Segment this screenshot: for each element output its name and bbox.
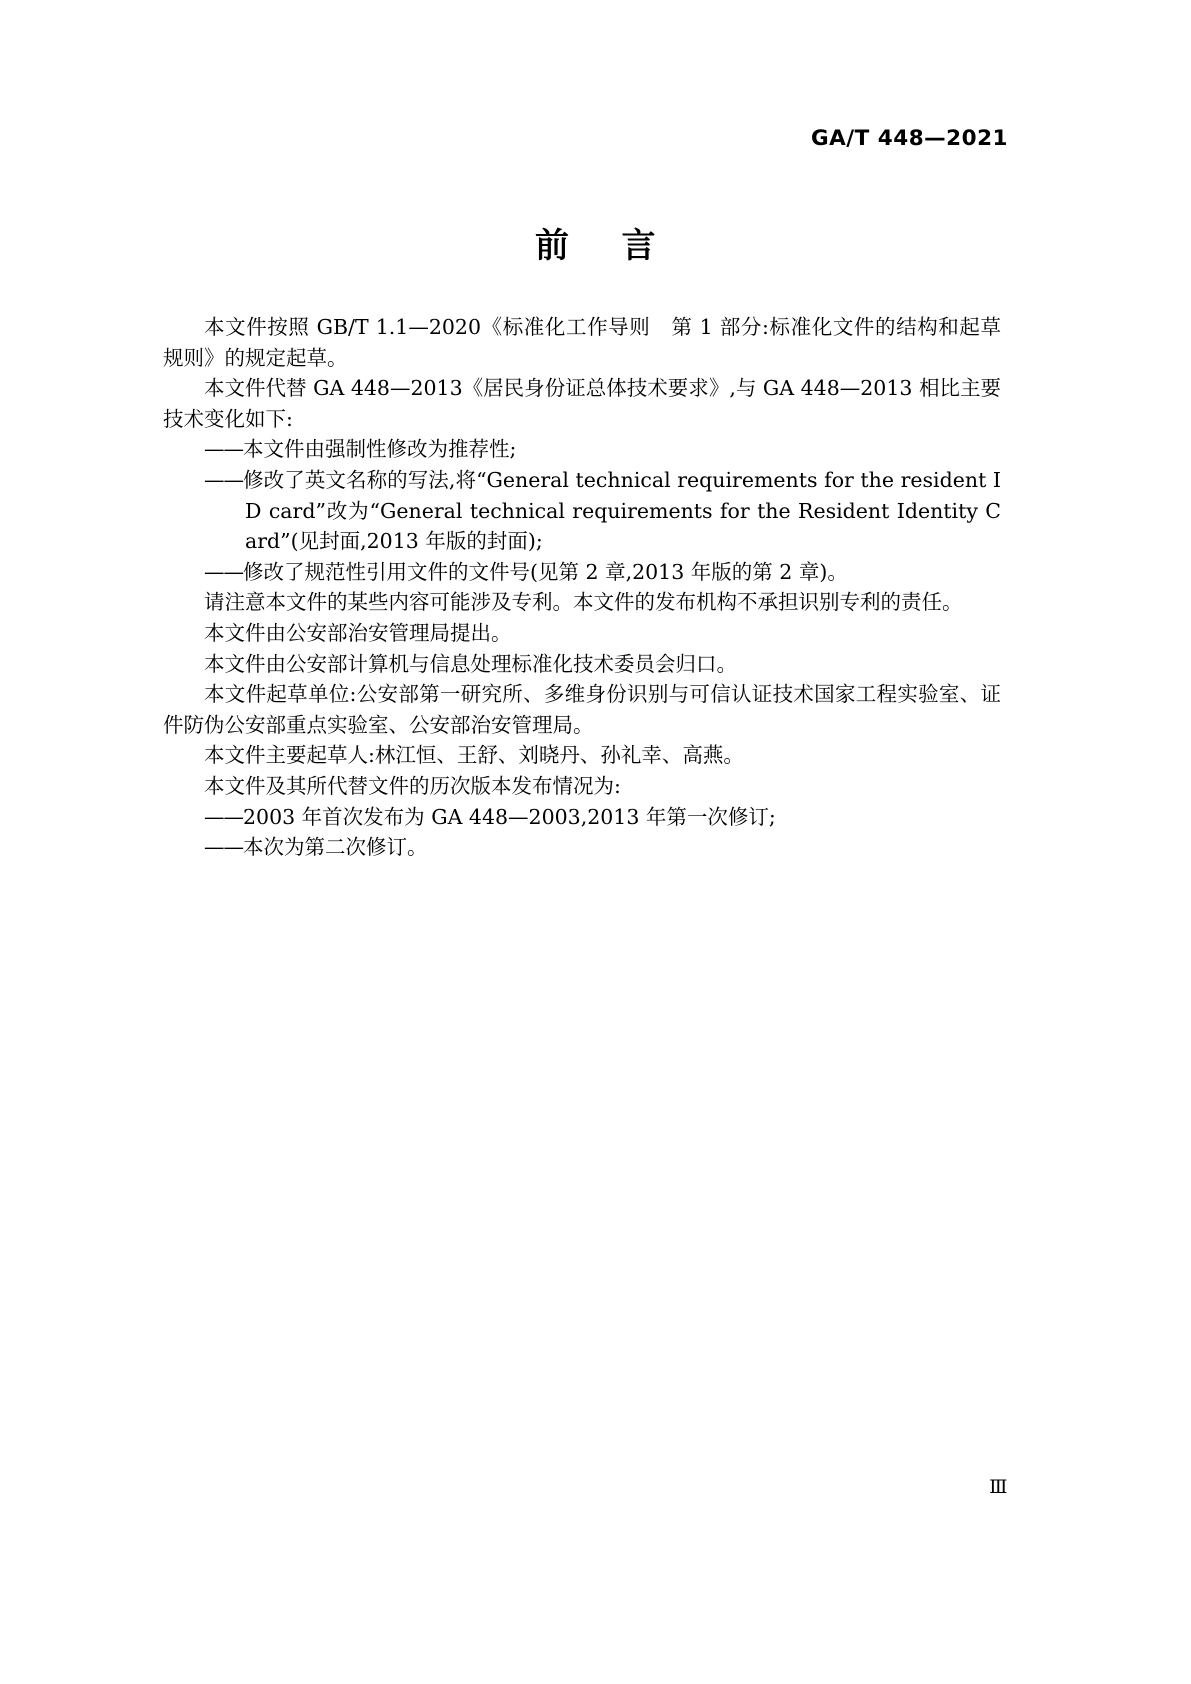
list-item-text: 修改了规范性引用文件的文件号(见第 2 章,2013 年版的第 2 章)。 [243,559,848,584]
foreword-list-item [163,434,1001,465]
list-dash-marker: —— [204,804,243,829]
list-dash-marker: —— [204,437,243,462]
foreword-paragraph: 请注意本文件的某些内容可能涉及专利。本文件的发布机构不承担识别专利的责任。 [204,590,963,615]
page-title-char-1: 前 [535,226,570,266]
list-item-text: 本次为第二次修订。 [243,835,428,860]
foreword-list-item [163,802,1001,833]
list-item-text: 2003 年首次发布为 GA 448—2003,2013 年第一次修订; [243,804,776,829]
list-dash-marker: —— [204,835,243,860]
list-item-text: 本文件由强制性修改为推荐性; [243,437,517,462]
foreword-paragraph: 本文件及其所代替文件的历次版本发布情况为: [204,773,621,798]
foreword-list-item [163,465,1001,557]
foreword-list-item [163,557,1001,588]
foreword-paragraph: 本文件由公安部计算机与信息处理标准化技术委员会归口。 [204,651,737,676]
foreword-paragraph: 本文件代替 GA 448—2013《居民身份证总体技术要求》,与 GA 448—2013 相比主要技术变化如下: [163,376,1001,431]
foreword-list-item [163,832,1001,863]
page-title-char-2: 言 [621,226,656,266]
list-dash-marker: —— [204,559,243,584]
list-dash-marker: —— [204,467,243,492]
page-number: Ⅲ [989,1476,1008,1498]
foreword-paragraph: 本文件由公安部治安管理局提出。 [204,620,512,645]
foreword-body [163,312,1001,863]
foreword-paragraph: 本文件起草单位:公安部第一研究所、多维身份识别与可信认证技术国家工程实验室、证件防伪公安部重点实验室、公安部治安管理局。 [163,682,1001,737]
foreword-paragraph: 本文件主要起草人:林江恒、王舒、刘晓丹、孙礼幸、高燕。 [204,743,744,768]
running-header-standard-number: GA/T 448—2021 [810,126,1008,151]
page-title [0,218,1191,267]
list-item-text: 修改了英文名称的写法,将“General technical requirements for the resident ID card”改为“General technical requirements for the Resident Identity Card”(见封面,2013 年版的封面); [243,467,1001,554]
foreword-paragraph: 本文件按照 GB/T 1.1—2020《标准化工作导则 第 1 部分:标准化文件的结构和起草规则》的规定起草。 [163,315,1001,370]
